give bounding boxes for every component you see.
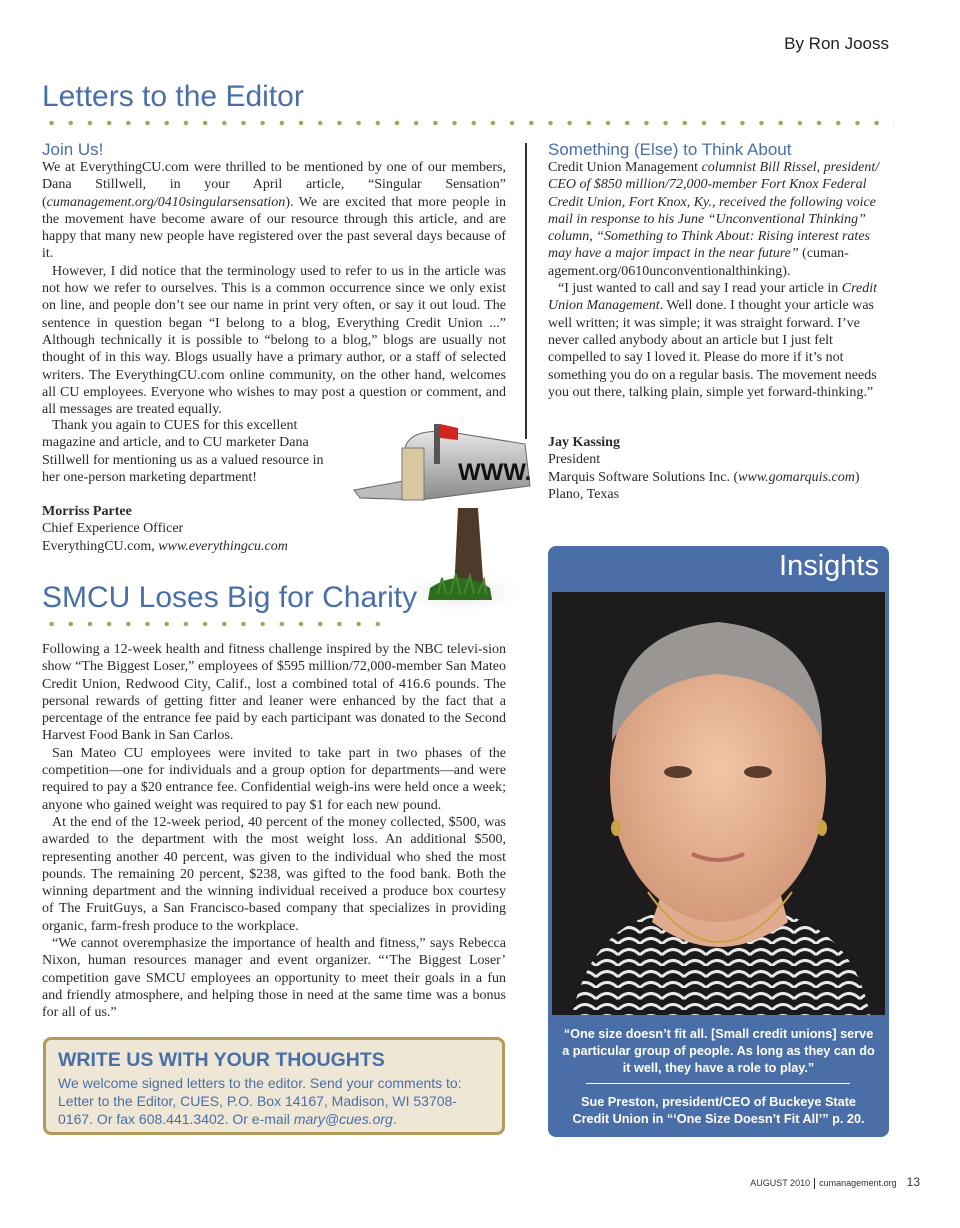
insights-title: Insights [779,550,879,582]
issue-date: AUGUST 2010 [750,1178,811,1188]
letter1-paragraph-2: However, I did notice that the terminology used to refer to us in the article was not how we refer to ourselves. This is a common occurrence since we only exist on line, and people don’t see our name in print very often, or say it out loud. The sentence in question began “I belong to a blog, Everything Credit Union ...” Although technically it is possible to “belong to a blog,” blogs are usually not thought of in this way. Blogs usually have a primary author, or a staff of selected writers. The EverythingCU.com online community, on the other hand, welcomes all CU employees. Everyone who wishes to may post a question or comment, and all messages are treated equally. [42,263,506,418]
footer-site: cumanagement.org [819,1178,897,1188]
smcu-title: SMCU Loses Big for Charity [42,581,418,614]
footer-separator [814,1178,815,1189]
letter1-body [42,159,506,418]
insights-panel [548,546,889,1137]
signature-name: Morriss Partee [42,504,132,519]
page-number: 13 [906,1175,920,1189]
letter2-signature: Jay Kassing President Marquis Software Solutions Inc. (www.gomarquis.com) Plano, Texas [548,435,860,502]
letter2-paragraph-1: “I just wanted to call and say I read your article in Credit Union Management. Well done. I thought your article was well written; it was simple; it was straight forward. I’ve never called anybody about an article but I just felt compelled to say I loved it. Please do more if it’s not something you do on a regular basis. The movement needs you out there, talking plain, simple yet forward-thinking.” [548,281,878,400]
insights-attribution: Sue Preston, president/CEO of Buckeye State Credit Union in “‘One Size Doesn’t Fit All’” p. 20. [572,1095,865,1126]
smcu-paragraph-2: San Mateo CU employees were invited to take part in two phases of the competition—one for individuals and a group option for departments—and were required to pay a $20 entrance fee. Confidential weigh-ins were held once a week; anyone who gained weight was required to pay $1 for each new pound. [42,745,506,813]
portrait-image [552,592,885,1015]
email-link[interactable]: mary@cues.org [293,1111,393,1127]
signature-name: Jay Kassing [548,435,620,450]
smcu-paragraph-1: Following a 12-week health and fitness challenge inspired by the NBC televi-sion show “The Biggest Loser,” employees of $595 million/72,000-member San Mateo Credit Union, Redwood City, Calif., lost a combined total of 416.6 pounds. The personal rewards of getting fitter and leaner were enhanced by the fact that a percentage of the entrance fee paid by each participant was donated to the Second Harvest Food Bank in San Carlos. [42,642,506,744]
letter1-heading: Join Us! [42,140,104,159]
letter2-body [548,159,890,401]
smcu-paragraph-3: At the end of the 12-week period, 40 percent of the money collected, $500, was awarded to the department with the most weight loss. An additional $500, representing another 40 percent, was given to the individual who shed the most pounds. The remaining 20 percent, $238, was gifted to the food bank. Both the winning department and the winning individual received a produce box courtesy of The FruitGuys, a San Francisco-based company that specializes in providing organic, farm-fresh produce to the workplace. [42,814,506,934]
signature-title: Chief Experience Officer [42,521,184,537]
dotted-divider [42,120,894,126]
signature-url: www.gomarquis.com [738,469,855,485]
write-us-box [43,1037,505,1135]
letter1-paragraph-1: We at EverythingCU.com were thrilled to be mentioned by one of our members, Dana Stillwell, in your April article, “Singular Sensation” (cumanagement.org/0410singularsensation). We are excited that more people in the movement have become aware of our resource through this article, and are happy that many new people have registered over the past several days because of it. [42,160,506,262]
signature-url: www.everythingcu.com [158,538,288,554]
quote-divider [586,1083,850,1084]
write-us-text: We welcome signed letters to the editor. Send your comments to: Letter to the Editor, CUES, P.O. Box 14167, Madison, WI 53708-0167. Or fax 608.441.3402. Or e-mail mary@cues.org. [58,1075,462,1127]
column-divider [525,143,527,439]
letter1-signature: Morriss Partee Chief Experience Officer EverythingCU.com, www.everythingcu.com [42,504,288,554]
letters-title: Letters to the Editor [42,80,304,113]
mailbox-label: WWW. [458,459,532,486]
portrait-photo [552,592,885,1015]
signature-title: President [548,452,601,468]
letter1-link: cumanagement.org/0410singularsensation [46,194,286,210]
byline: By Ron Jooss [784,34,889,53]
letter1-paragraph-3: Thank you again to CUES for this excellent magazine and article, and to CU marketer Dana Stillwell for mentioning us as a valued resource in her one-person marketing department! [42,418,324,485]
letter2-heading: Something (Else) to Think About [548,140,792,159]
dotted-divider [42,621,388,627]
write-us-title: WRITE US WITH YOUR THOUGHTS [58,1049,385,1071]
letter1-closing [42,417,334,486]
page-footer [750,1175,920,1189]
smcu-body [42,641,506,1022]
letter2-intro: Credit Union Management columnist Bill Rissel, president/ CEO of $850 million/72,000-member Fort Knox Federal Credit Union, Fort Knox, Ky., received the following voice mail in response to his June “Unconventional Thinking” column, “Something to Think About: Rising interest rates may have a major impact in the near future” (cuman-agement.org/0610unconventionalthinking). [548,160,880,279]
insights-quote: “One size doesn’t fit all. [Small credit unions] serve a particular group of people. As long as they can do it well, they have a role to play.” [562,1027,875,1075]
smcu-paragraph-4: “We cannot overemphasize the importance of health and fitness,” says Rebecca Nixon, human resources manager and event organizer. “‘The Biggest Loser’ competition gave SMCU employees an opportunity to meet their goals in a fun and friendly atmosphere, and helping those in need at the same time was a bonus for all of us.” [42,936,506,1021]
signature-city: Plano, Texas [548,486,620,502]
